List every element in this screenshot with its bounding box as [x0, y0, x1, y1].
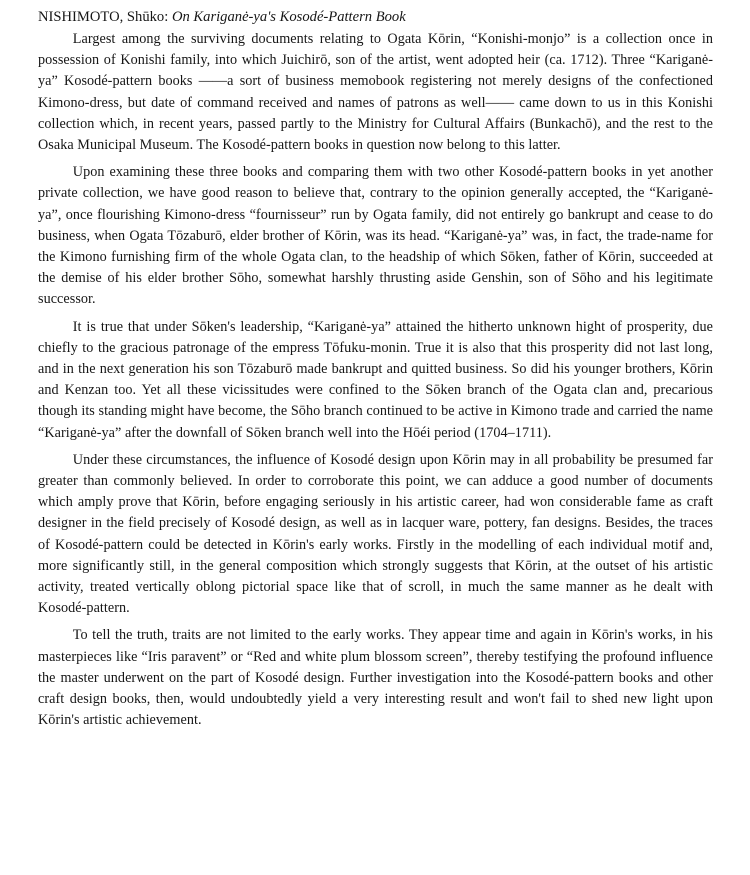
paragraph-conclusion: To tell the truth, traits are not limited to the early works. They appear time and again in Kōrin's works, in his masterpieces like “Iris paravent” or “Red and white plum blossom screen”, thereby testifying the profound influence the master underwent on the part of Kosodé design. Further investigation into the Kosodé-pattern books and other craft design books, then, would undoubtedly yield a very interesting result and won't fail to shed new light upon Kōrin's artistic achievement.	[38, 627, 713, 729]
header-separator: :	[164, 9, 172, 25]
paragraph-kosode-influence: Under these circumstances, the influence of Kosodé design upon Kōrin may in all probability be presumed far greater than commonly believed. In order to corroborate this point, we can adduce a good number of documents which amply prove that Kōrin, before engaging seriously in his artistic career, had won considerable fame as craft designer in the field precisely of Kosodé design, as well as in lacquer ware, pottery, fan designs. Besides, the traces of Kosodé-pattern could be detected in Kōrin's early works. Firstly in the modelling of each individual motif and, more significantly still, in the general composition which strongly suggests that Kōrin, at the outset of his artistic activity, treated vertically oblong pictorial space like that of scroll, in much the same manner as he dealt with Kosodé-pattern.	[38, 451, 713, 617]
paragraph-soken-leadership: It is true that under Sōken's leadership, “Kariganė-ya” attained the hitherto unknown hight of prosperity, due chiefly to the gracious patronage of the empress Tōfuku-monin. True it is also that this prosperity did not last long, and in the next generation his son Tōzaburō made bankrupt and quitted business. So did his younger brothers, Kōrin and Kenzan too. Yet all these vicissitudes were confined to the Sōken branch of the Ogata clan and, precarious though its standing might have become, the Sōho branch continued to be active in Kimono trade and carried the name “Kariganė-ya” after the downfall of Sōken branch well into the Hōéi period (1704–1711).	[38, 318, 713, 441]
article-page	[38, 6, 713, 738]
paragraph-konishi-monjo: Largest among the surviving documents relating to Ogata Kōrin, “Konishi-monjo” is a collection once in possession of Konishi family, into which Juichirō, son of the artist, went adopted heir (ca. 1712). Three “Kariganė-ya” Kosodé-pattern books ——a sort of business memobook registering not merely designs of the confectioned Kimono-dress, but date of command received and names of patrons as well—— came down to us in this Konishi collection which, in recent years, passed partly to the Ministry for Cultural Affairs (Bunkachō), and the rest to the Osaka Municipal Museum. The Kosodé-pattern books in question now belong to this latter.	[38, 31, 713, 154]
paragraph-karigane-ya-trade-name: Upon examining these three books and comparing them with two other Kosodé-pattern books in yet another private collection, we have good reason to believe that, contrary to the opinion generally accepted, the “Kariganė-ya”, once flourishing Kimono-dress “fournisseur” run by Ogata family, did not entirely go bankrupt and cease to do business, when Ogata Tōzaburō, elder brother of Kōrin, was its head. “Kariganė-ya” was, in fact, the trade-name for the Kimono furnishing firm of the whole Ogata clan, to the headship of which Sōken, father of Kōrin, succeeded at the demise of his elder brother Sōho, somewhat harshly thrusting aside Genshin, son of Sōho and his legitimate successor.	[38, 164, 713, 308]
article-header	[38, 6, 713, 28]
article-title: On Kariganė-ya's Kosodé-Pattern Book	[171, 9, 406, 25]
author-name: NISHIMOTO, Shūko	[38, 9, 165, 25]
